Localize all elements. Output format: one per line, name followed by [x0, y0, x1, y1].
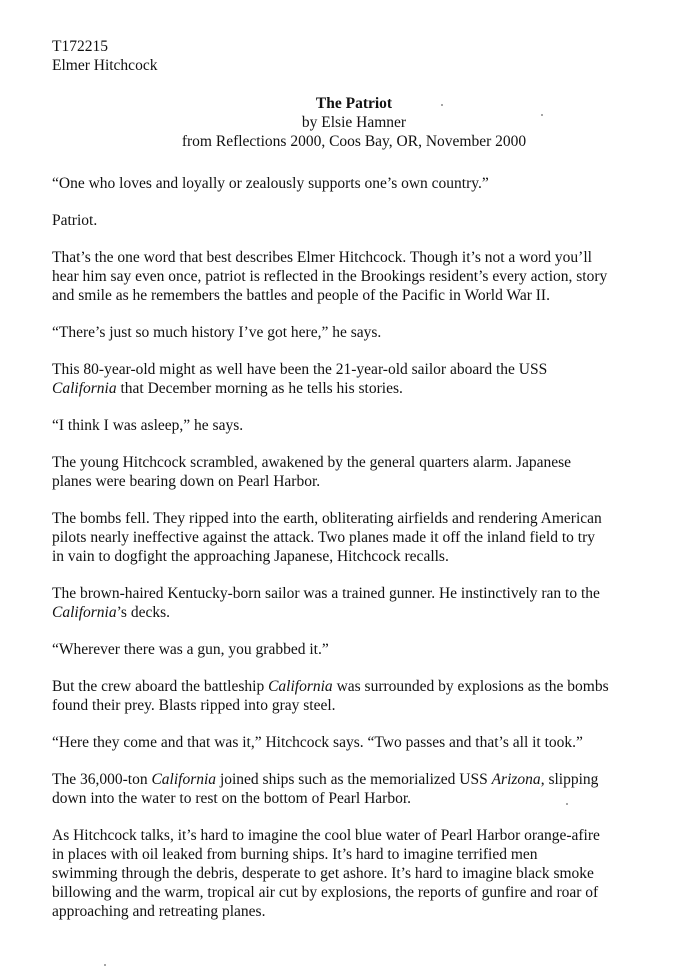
paragraph-line: down into the water to rest on the bottom of Pearl Harbor. [52, 790, 412, 807]
paragraph-line: “Wherever there was a gun, you grabbed it.” [52, 641, 329, 658]
subject-name: Elmer Hitchcock [52, 57, 158, 74]
article-paragraph [52, 509, 662, 566]
paragraph-line: in places with oil leaked from burning ships. It’s hard to imagine terrified men [52, 846, 538, 863]
paragraph-line: “Here they come and that was it,” Hitchcock says. “Two passes and that’s all it took.” [52, 734, 583, 751]
paragraph-line: California that December morning as he tells his stories. [52, 380, 403, 397]
paragraph-line: The brown-haired Kentucky-born sailor was a trained gunner. He instinctively ran to the [52, 585, 600, 602]
paragraph-line: pilots nearly ineffective against the attack. Two planes made it off the inland field to try [52, 529, 595, 546]
paragraph-line: planes were bearing down on Pearl Harbor. [52, 473, 321, 490]
paragraph-line: hear him say even once, patriot is reflected in the Brookings resident’s every action, story [52, 268, 608, 285]
scan-speck [566, 803, 568, 805]
paragraph-line: approaching and retreating planes. [52, 903, 266, 920]
scan-speck [541, 114, 543, 116]
scan-speck [104, 964, 106, 966]
paragraph-line: The bombs fell. They ripped into the earth, obliterating airfields and rendering American [52, 510, 602, 527]
article-body [52, 174, 662, 939]
article-heading [0, 94, 700, 151]
paragraph-line: This 80-year-old might as well have been the 21-year-old sailor aboard the USS [52, 361, 548, 378]
paragraph-line: “I think I was asleep,” he says. [52, 417, 244, 434]
paragraph-line: The young Hitchcock scrambled, awakened by the general quarters alarm. Japanese [52, 454, 572, 471]
article-paragraph [52, 248, 662, 305]
article-paragraph [52, 640, 662, 659]
paragraph-line: Patriot. [52, 212, 98, 229]
article-paragraph [52, 770, 662, 808]
article-paragraph [52, 677, 662, 715]
article-title: The Patriot [315, 95, 393, 112]
paragraph-line: But the crew aboard the battleship California was surrounded by explosions as the bombs [52, 678, 609, 695]
paragraph-line: California’s decks. [52, 604, 170, 621]
paragraph-line: swimming through the debris, desperate to get ashore. It’s hard to imagine black smoke [52, 865, 594, 882]
paragraph-line: That’s the one word that best describes Elmer Hitchcock. Though it’s not a word you’ll [52, 249, 592, 266]
paragraph-line: “One who loves and loyally or zealously supports one’s own country.” [52, 175, 489, 192]
paragraph-line: As Hitchcock talks, it’s hard to imagine the cool blue water of Pearl Harbor orange-afire [52, 827, 600, 844]
paragraph-line: billowing and the warm, tropical air cut by explosions, the reports of gunfire and roar of [52, 884, 599, 901]
paragraph-line: found their prey. Blasts ripped into gray steel. [52, 697, 336, 714]
article-paragraph [52, 416, 662, 435]
article-paragraph [52, 453, 662, 491]
article-paragraph [52, 323, 662, 342]
article-paragraph [52, 826, 662, 921]
article-paragraph [52, 174, 662, 193]
article-source: from Reflections 2000, Coos Bay, OR, November 2000 [181, 133, 527, 150]
paragraph-line: The 36,000-ton California joined ships such as the memorialized USS Arizona, slipping [52, 771, 599, 788]
article-paragraph [52, 360, 662, 398]
paragraph-line: “There’s just so much history I’ve got here,” he says. [52, 324, 382, 341]
article-paragraph [52, 733, 662, 752]
paragraph-line: in vain to dogfight the approaching Japanese, Hitchcock recalls. [52, 548, 449, 565]
document-id: T172215 [52, 38, 108, 55]
article-paragraph [52, 211, 662, 230]
document-header [52, 37, 157, 75]
paragraph-line: and smile as he remembers the battles and people of the Pacific in World War II. [52, 287, 550, 304]
article-paragraph [52, 584, 662, 622]
article-byline: by Elsie Hamner [301, 114, 407, 131]
scan-speck [441, 104, 443, 106]
